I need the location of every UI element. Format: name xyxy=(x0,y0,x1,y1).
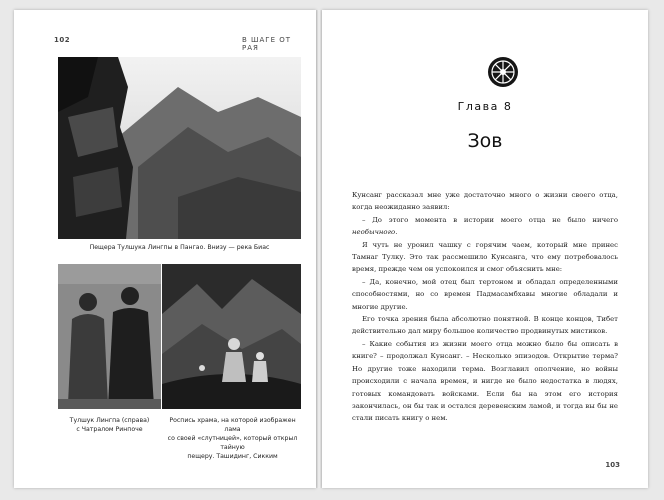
right-page xyxy=(322,10,648,488)
body-text xyxy=(352,189,618,425)
paragraph: – Да, конечно, мой отец был тертоном и обладал определенными способностями, но со времен Падмасамбхавы многие обладали и многие другие. xyxy=(352,277,618,311)
temple-mural-photo xyxy=(162,264,301,409)
left-page-number: 102 xyxy=(54,36,71,44)
paragraph: Его точка зрения была абсолютно понятной. В конце концов, Тибет действительно дал миру большое количество продвинутых мистиков. xyxy=(352,315,618,336)
paragraph: Я чуть не уронил чашку с горячим чаем, который мне принес Тамнаг Тулку. Это так рассмешило Кунсанга, что ему потребовалось время, прежде чем он успокоился и смог объяснить мне: xyxy=(352,240,618,274)
paragraph-text: – До этого момента в истории моего отца не было ничего xyxy=(362,215,618,224)
paragraph: Кунсанг рассказал мне уже достаточно много о жизни своего отца, когда неожиданно заявил: xyxy=(352,191,618,212)
paragraph: – Какие события из жизни моего отца можно было бы описать в книге? – продолжал Кунсанг. – Несколько эпизодов. Открытие терма? Но другие тоже находили терма. Возглавил ополчение, но войны происходили с начала времен, и нигде не было недостатка в людях, готовых командовать войсками. Если бы на этом его история закончилась, он бы так и остался деревенским ламой, и тогда вы бы не стали писать книгу о нем. xyxy=(352,339,618,423)
mural-caption-line: Роспись храма, на которой изображен лама xyxy=(169,417,296,433)
chapter-title: Зов xyxy=(467,130,503,152)
portrait-caption xyxy=(54,416,165,434)
left-page xyxy=(14,10,316,488)
chapter-label: Глава 8 xyxy=(457,100,513,113)
portrait-photo xyxy=(58,264,161,409)
paragraph-end: . xyxy=(395,228,398,237)
mural-caption xyxy=(164,416,301,461)
mural-caption-line: пещеру. Ташидинг, Сикким xyxy=(187,453,278,460)
cave-mountain-photo xyxy=(58,57,301,239)
cave-caption: Пещера Тулшука Лингпы в Пангао. Внизу — река Биас xyxy=(89,244,270,251)
mural-caption-line: со своей «слутницей», который открыл тайную xyxy=(167,435,298,451)
portrait-caption-line: Тулшук Лингпа (справа) xyxy=(69,417,150,424)
paragraph-emphasis: необычного xyxy=(352,228,396,237)
running-head xyxy=(54,36,300,52)
right-page-number: 103 xyxy=(605,461,620,469)
paragraph xyxy=(352,214,618,239)
portrait-caption-line: с Чатралом Ринпоче xyxy=(76,426,143,433)
dharma-wheel-emblem-icon xyxy=(487,56,519,88)
running-title: В ШАГЕ ОТ РАЯ xyxy=(242,36,292,52)
